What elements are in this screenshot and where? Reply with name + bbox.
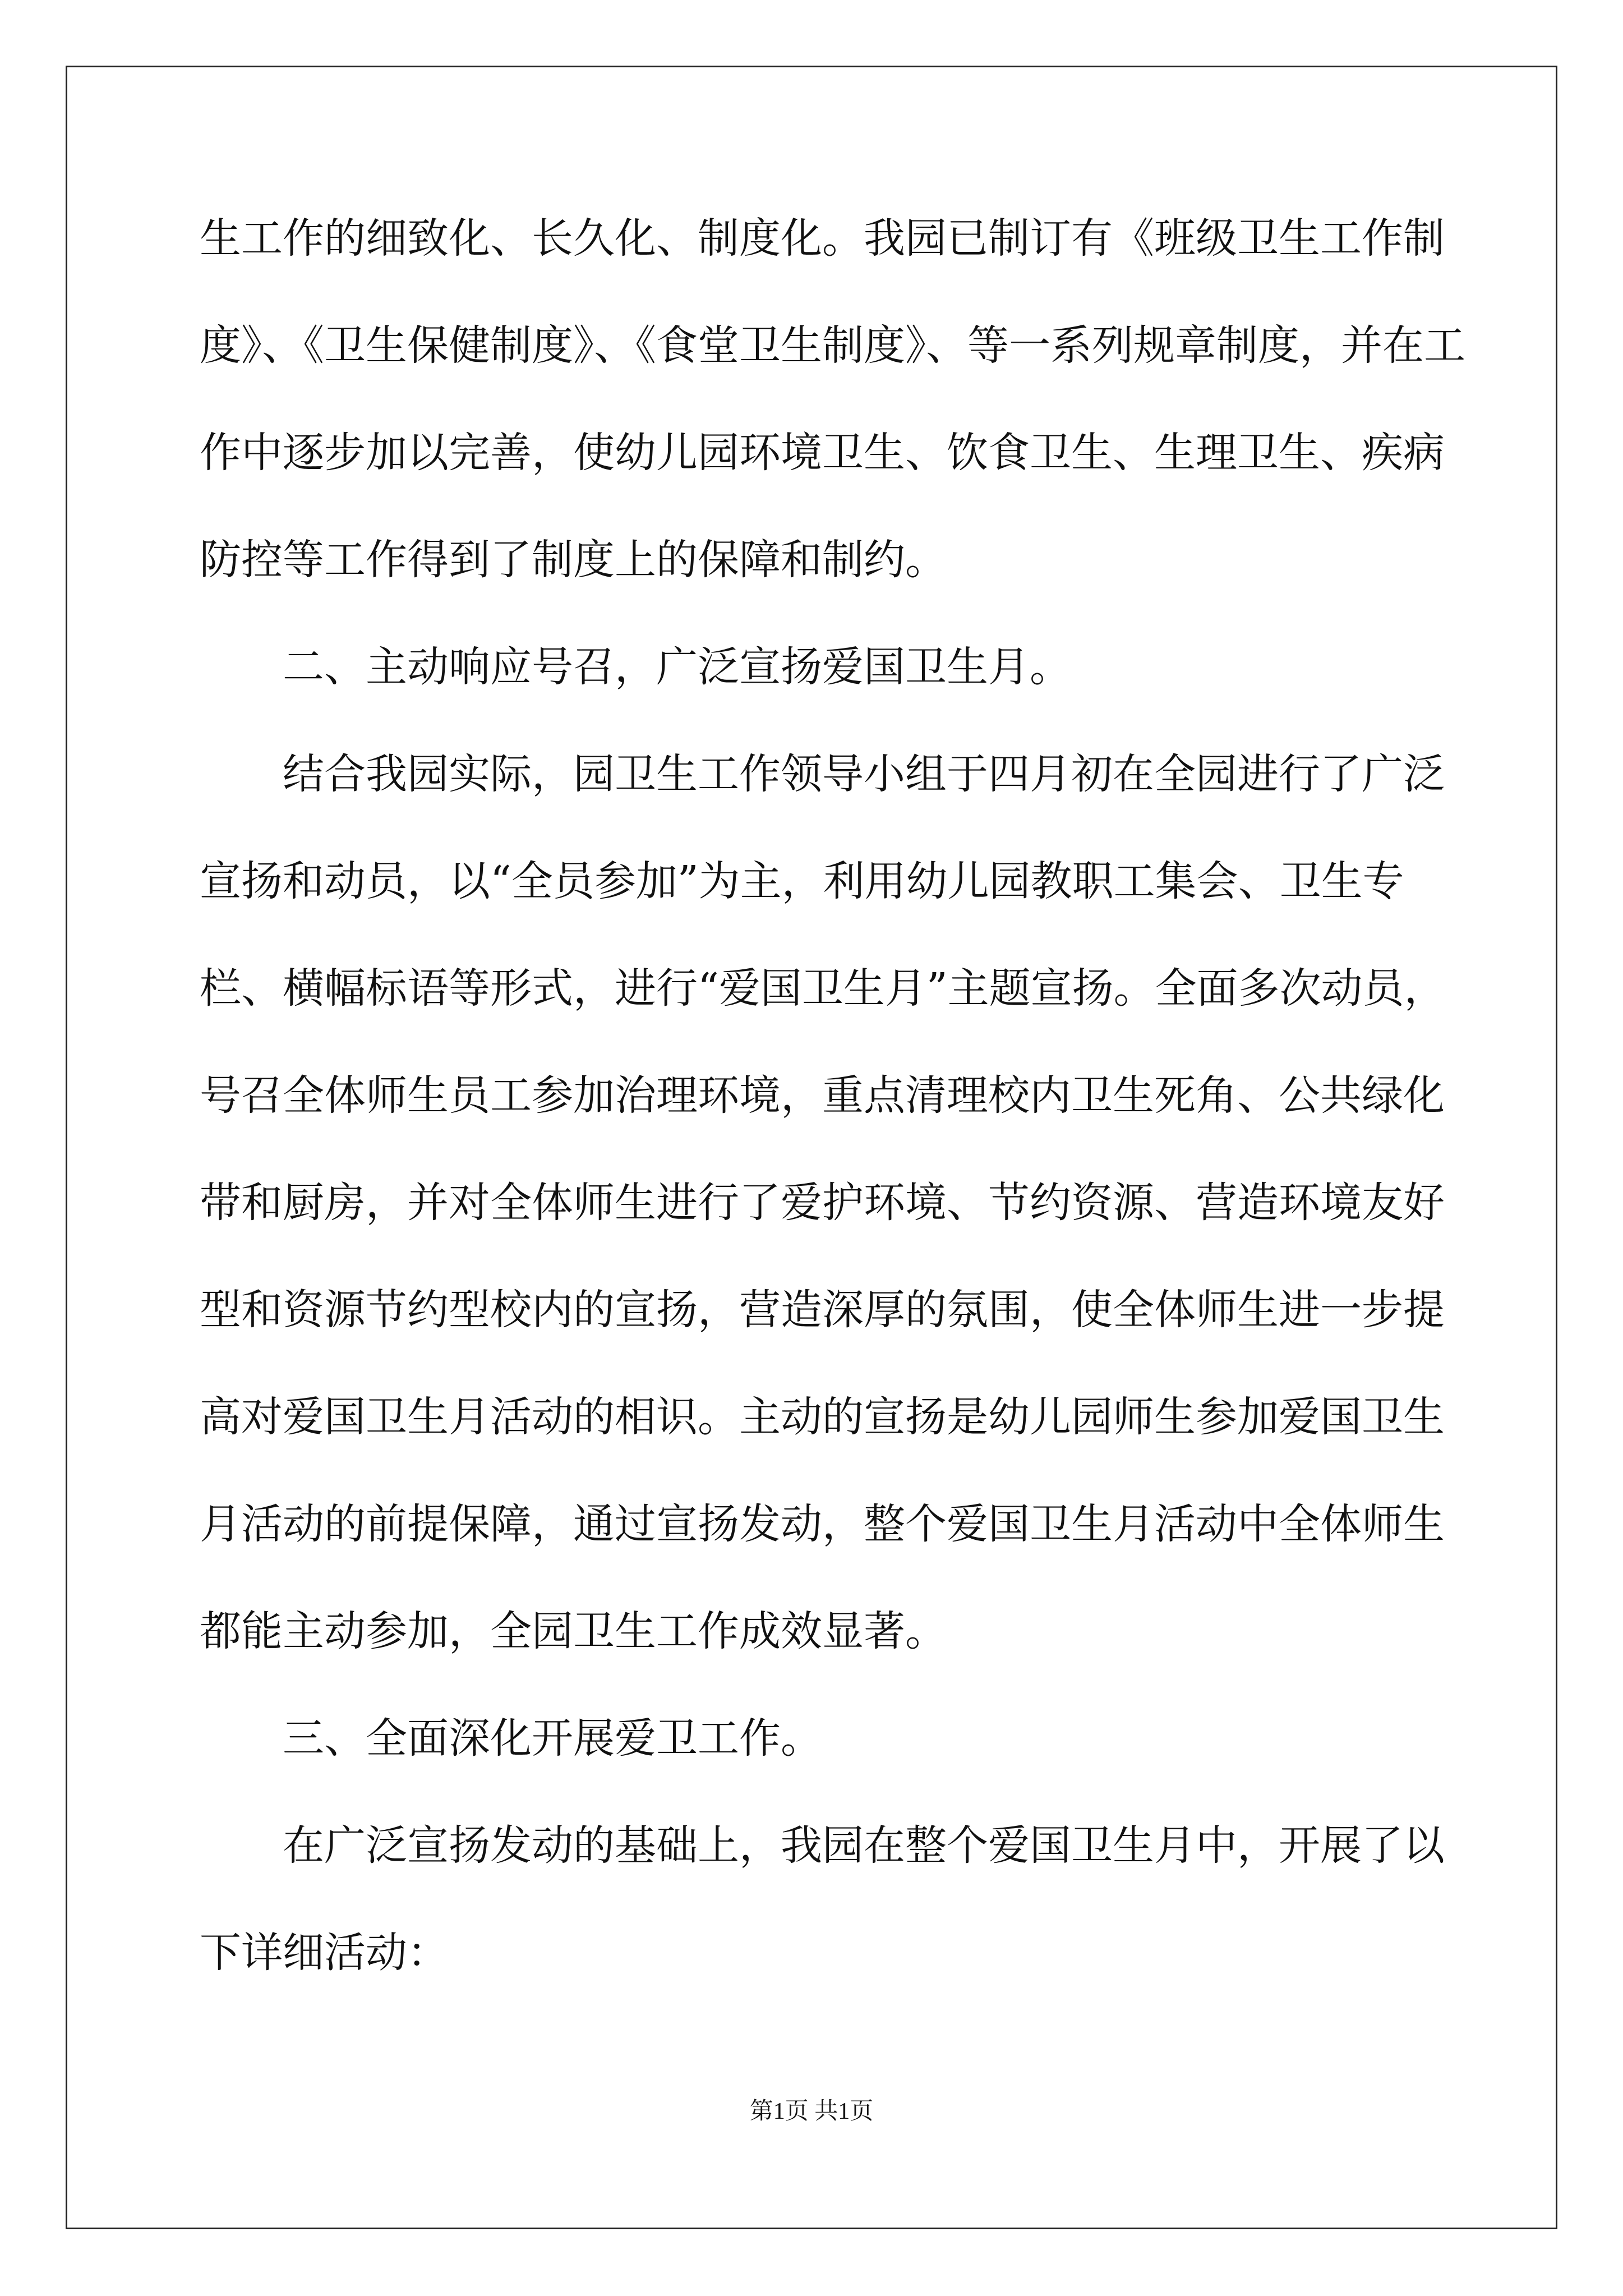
text-line: 下详细活动： [200, 1929, 449, 1977]
section-heading: 三、全面深化开展爱卫工作。 [283, 1714, 822, 1763]
text-line: 号召全体师生员工参加治理环境，重点清理校内卫生死角、公共绿化 [200, 1071, 1445, 1120]
text-line: 结合我园实际，园卫生工作领导小组于四月初在全园进行了广泛 [283, 750, 1445, 798]
page-border [66, 66, 1557, 2229]
text-line: 在广泛宣扬发动的基础上，我园在整个爱国卫生月中，开展了以 [283, 1821, 1445, 1870]
text-line: 都能主动参加，全园卫生工作成效显著。 [200, 1607, 947, 1655]
section-heading: 二、主动响应号召，广泛宣扬爱国卫生月。 [283, 643, 1071, 691]
text-line: 带和厨房，并对全体师生进行了爱护环境、节约资源、营造环境友好 [200, 1179, 1445, 1227]
text-line: 生工作的细致化、长久化、制度化。我园已制订有《班级卫生工作制 [200, 214, 1445, 263]
text-line: 作中逐步加以完善，使幼儿园环境卫生、饮食卫生、生理卫生、疾病 [200, 429, 1445, 477]
text-line: 型和资源节约型校内的宣扬，营造深厚的氛围，使全体师生进一步提 [200, 1286, 1445, 1334]
text-line: 度》、《卫生保健制度》、《食堂卫生制度》、等一系列规章制度，并在工 [200, 321, 1465, 370]
text-line: 高对爱国卫生月活动的相识。主动的宣扬是幼儿园师生参加爱国卫生 [200, 1393, 1445, 1441]
text-line: 栏、横幅标语等形式，进行“爱国卫生月”主题宣扬。全面多次动员， [200, 964, 1446, 1013]
text-line: 防控等工作得到了制度上的保障和制约。 [200, 536, 947, 584]
text-line: 月活动的前提保障，通过宣扬发动，整个爱国卫生月活动中全体师生 [200, 1500, 1445, 1548]
text-line: 宣扬和动员，以“全员参加”为主，利用幼儿园教职工集会、卫生专 [200, 857, 1404, 905]
page-number-footer: 第1页 共1页 [749, 2099, 874, 2124]
